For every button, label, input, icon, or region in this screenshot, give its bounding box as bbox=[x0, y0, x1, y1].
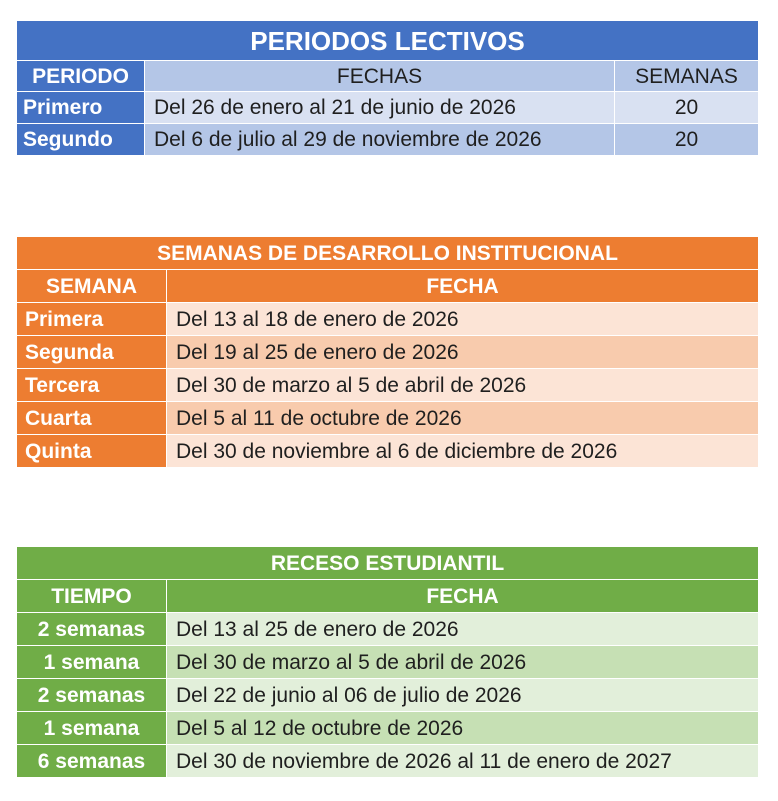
table-row bbox=[17, 712, 759, 745]
tiempo-label: 6 semanas bbox=[17, 745, 167, 778]
table-row bbox=[17, 303, 759, 336]
table-row bbox=[17, 336, 759, 369]
tiempo-label: 1 semana bbox=[17, 646, 167, 679]
periodo-label: Segundo bbox=[17, 124, 145, 156]
table-row bbox=[17, 402, 759, 435]
fecha-header: FECHA bbox=[167, 580, 759, 613]
semana-header: SEMANA bbox=[17, 270, 167, 303]
fecha-cell: Del 13 al 25 de enero de 2026 bbox=[167, 613, 759, 646]
semana-label: Quinta bbox=[17, 435, 167, 468]
fecha-cell: Del 19 al 25 de enero de 2026 bbox=[167, 336, 759, 369]
table-row bbox=[17, 679, 759, 712]
fecha-cell: Del 30 de marzo al 5 de abril de 2026 bbox=[167, 369, 759, 402]
tiempo-label: 2 semanas bbox=[17, 679, 167, 712]
periodo-header: PERIODO bbox=[17, 61, 145, 92]
desarrollo-institucional-table bbox=[16, 236, 759, 468]
table-row bbox=[17, 369, 759, 402]
semanas-cell: 20 bbox=[615, 124, 759, 156]
table-row bbox=[17, 646, 759, 679]
tiempo-label: 1 semana bbox=[17, 712, 167, 745]
table-row bbox=[17, 435, 759, 468]
fecha-cell: Del 5 al 11 de octubre de 2026 bbox=[167, 402, 759, 435]
fecha-cell: Del 13 al 18 de enero de 2026 bbox=[167, 303, 759, 336]
fechas-cell: Del 26 de enero al 21 de junio de 2026 bbox=[145, 92, 615, 124]
tiempo-header: TIEMPO bbox=[17, 580, 167, 613]
receso-estudiantil-table bbox=[16, 546, 759, 778]
fecha-cell: Del 30 de noviembre al 6 de diciembre de 2026 bbox=[167, 435, 759, 468]
semana-label: Tercera bbox=[17, 369, 167, 402]
semana-label: Segunda bbox=[17, 336, 167, 369]
table-row bbox=[17, 745, 759, 778]
fecha-cell: Del 5 al 12 de octubre de 2026 bbox=[167, 712, 759, 745]
periodos-lectivos-table bbox=[16, 20, 759, 156]
periodos-title: PERIODOS LECTIVOS bbox=[17, 21, 759, 61]
fecha-header: FECHA bbox=[167, 270, 759, 303]
fechas-header: FECHAS bbox=[145, 61, 615, 92]
semana-label: Primera bbox=[17, 303, 167, 336]
semana-label: Cuarta bbox=[17, 402, 167, 435]
semanas-cell: 20 bbox=[615, 92, 759, 124]
tiempo-label: 2 semanas bbox=[17, 613, 167, 646]
desarrollo-title: SEMANAS DE DESARROLLO INSTITUCIONAL bbox=[17, 237, 759, 270]
table-row bbox=[17, 124, 759, 156]
fecha-cell: Del 22 de junio al 06 de julio de 2026 bbox=[167, 679, 759, 712]
fechas-cell: Del 6 de julio al 29 de noviembre de 2026 bbox=[145, 124, 615, 156]
receso-title: RECESO ESTUDIANTIL bbox=[17, 547, 759, 580]
fecha-cell: Del 30 de marzo al 5 de abril de 2026 bbox=[167, 646, 759, 679]
table-row bbox=[17, 92, 759, 124]
table-row bbox=[17, 613, 759, 646]
semanas-header: SEMANAS bbox=[615, 61, 759, 92]
periodo-label: Primero bbox=[17, 92, 145, 124]
fecha-cell: Del 30 de noviembre de 2026 al 11 de enero de 2027 bbox=[167, 745, 759, 778]
